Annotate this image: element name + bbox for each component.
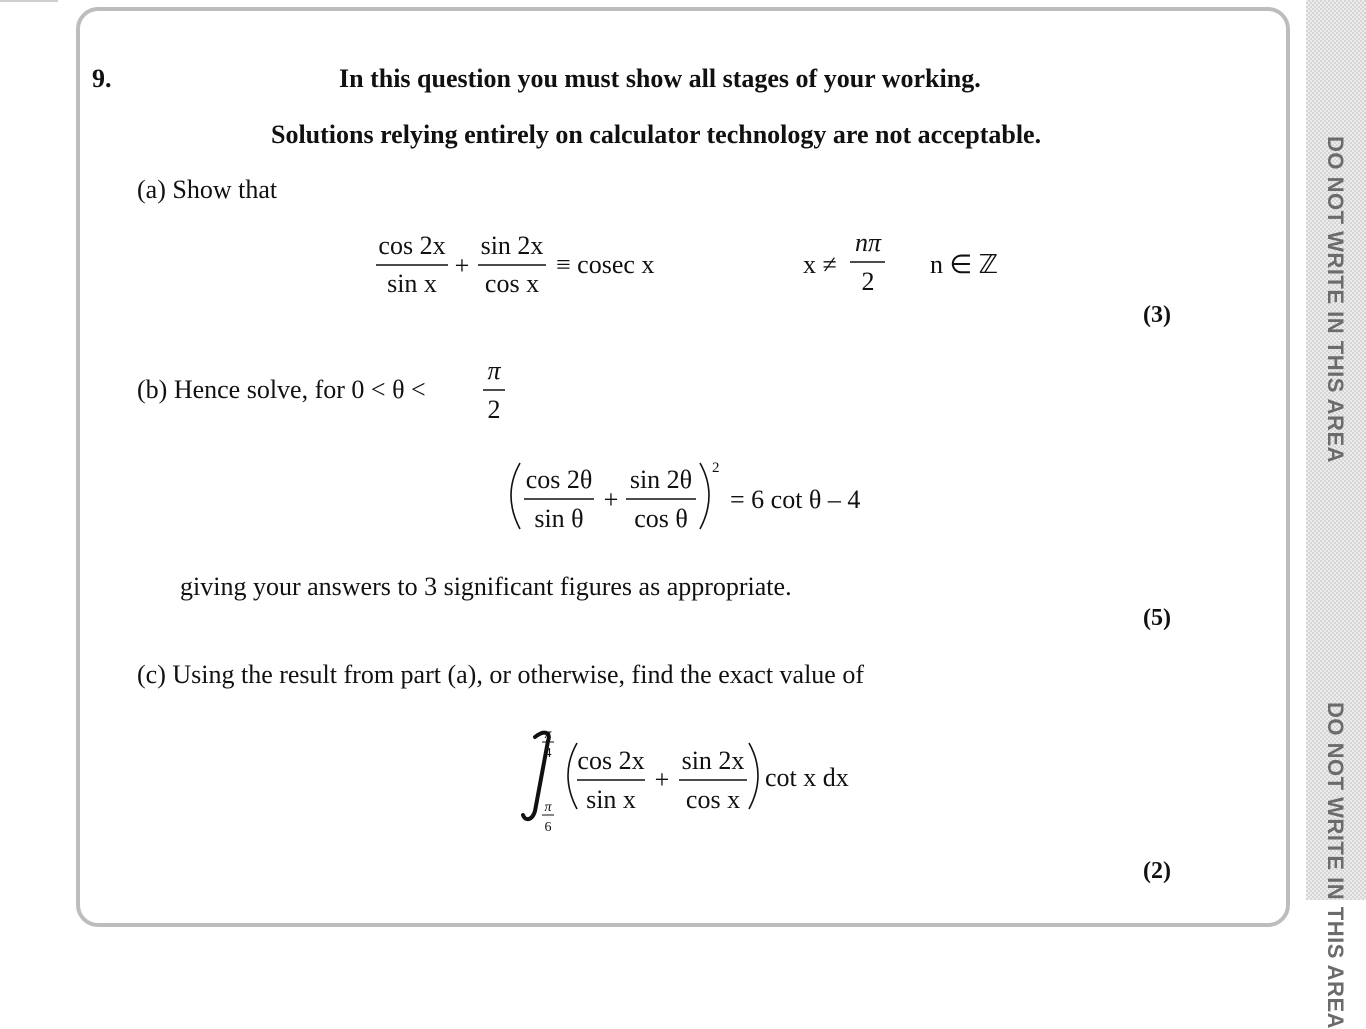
a-condition-set: n ∈ ℤ bbox=[930, 250, 999, 279]
part-a-marks: (3) bbox=[1143, 302, 1171, 328]
margin-warning-upper: DO NOT WRITE IN THIS AREA bbox=[1323, 136, 1348, 464]
b-term2-numerator: sin 2θ bbox=[629, 465, 693, 494]
a-term1-denominator: sin x bbox=[387, 269, 437, 298]
part-b-equation bbox=[500, 455, 880, 540]
margin-warning-lower: DO NOT WRITE IN THIS AREA bbox=[1323, 702, 1348, 1029]
part-a-label: (a) Show that bbox=[137, 175, 278, 204]
a-condition-denominator: 2 bbox=[861, 267, 875, 296]
b-term1-numerator: cos 2θ bbox=[525, 465, 593, 494]
upper-limit-denominator: 4 bbox=[544, 746, 552, 761]
b-left-paren bbox=[511, 463, 520, 529]
c-term2-denominator: cos x bbox=[685, 785, 741, 814]
c-term1-numerator: cos 2x bbox=[577, 746, 645, 775]
question-number: 9. bbox=[92, 64, 112, 93]
b-rhs: = 6 cot θ – 4 bbox=[730, 485, 861, 514]
a-term2-denominator: cos x bbox=[484, 269, 540, 298]
lower-limit-numerator: π bbox=[544, 800, 552, 815]
a-term1-numerator: cos 2x bbox=[378, 231, 446, 260]
part-b-note: giving your answers to 3 significant figures as appropriate. bbox=[180, 572, 792, 601]
a-condition-left: x ≠ bbox=[803, 250, 837, 279]
part-a-identity bbox=[370, 225, 1010, 305]
lower-limit-denominator: 6 bbox=[544, 820, 552, 835]
b-range-numerator: π bbox=[487, 356, 501, 385]
a-plus: + bbox=[454, 251, 470, 280]
b-term1-denominator: sin θ bbox=[534, 504, 584, 533]
part-b-label: (b) Hence solve, for 0 < θ < bbox=[137, 375, 426, 404]
part-b-marks: (5) bbox=[1143, 605, 1171, 631]
b-term2-denominator: cos θ bbox=[634, 504, 688, 533]
part-b-range-fraction bbox=[478, 355, 512, 425]
instruction-working: In this question you must show all stages of your working. bbox=[339, 64, 981, 93]
top-rule bbox=[0, 0, 58, 2]
upper-limit-numerator: π bbox=[544, 727, 552, 742]
c-term2-numerator: sin 2x bbox=[681, 746, 745, 775]
b-right-paren bbox=[700, 463, 709, 529]
c-right-paren bbox=[749, 743, 758, 809]
part-c-integral bbox=[515, 725, 875, 840]
b-plus: + bbox=[603, 485, 619, 514]
c-plus: + bbox=[654, 765, 670, 794]
instruction-calculator: Solutions relying entirely on calculator technology are not acceptable. bbox=[271, 120, 1042, 149]
part-c-marks: (2) bbox=[1143, 858, 1171, 884]
a-equiv-cosec: ≡ cosec x bbox=[556, 250, 655, 279]
c-tail: cot x dx bbox=[765, 763, 849, 792]
part-c-label: (c) Using the result from part (a), or otherwise, find the exact value of bbox=[137, 660, 865, 689]
a-term2-numerator: sin 2x bbox=[480, 231, 544, 260]
a-condition-numerator: nπ bbox=[854, 228, 882, 257]
c-left-paren bbox=[568, 743, 577, 809]
b-exponent: 2 bbox=[712, 460, 720, 476]
c-term1-denominator: sin x bbox=[586, 785, 636, 814]
b-range-denominator: 2 bbox=[487, 395, 501, 424]
